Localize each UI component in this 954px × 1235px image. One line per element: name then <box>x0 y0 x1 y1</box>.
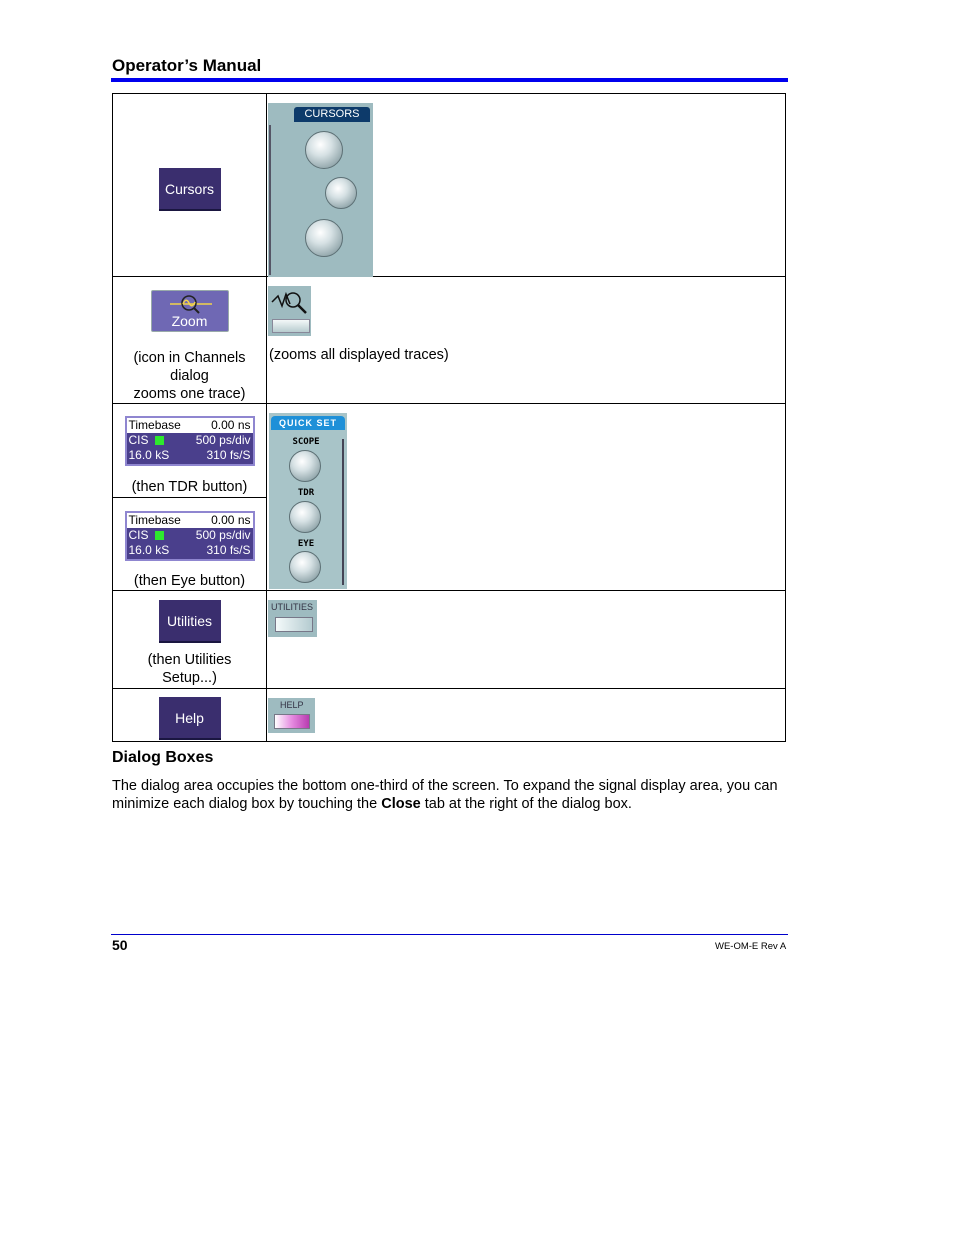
help-right-cell <box>267 689 786 742</box>
cursor-knob-small[interactable] <box>325 177 357 209</box>
controls-table <box>112 93 786 742</box>
scope-label: SCOPE <box>292 437 320 447</box>
cursor-knob-lower[interactable] <box>305 219 343 257</box>
utilities-right-cell <box>267 591 786 689</box>
eye-knob[interactable] <box>289 551 321 583</box>
para-bold-close: Close <box>381 796 421 812</box>
cursor-knob-upper[interactable] <box>305 131 343 169</box>
scope-knob[interactable] <box>289 450 321 482</box>
doc-revision: WE-OM-E Rev A <box>715 941 787 952</box>
eye-caption: (then Eye button) <box>133 573 246 589</box>
timebase-display-eye[interactable] <box>125 511 255 561</box>
cursors-panel <box>268 103 373 277</box>
zoom-button[interactable] <box>151 290 229 332</box>
eye-label: EYE <box>297 539 315 549</box>
table-row <box>113 689 786 742</box>
status-indicator-icon <box>155 531 164 540</box>
quickset-panel-title: QUICK SET <box>271 416 345 430</box>
utilities-button[interactable]: Utilities <box>159 600 221 643</box>
status-indicator-icon <box>155 436 164 445</box>
timebase-display-tdr[interactable] <box>125 416 255 466</box>
caption-line: Setup...) <box>162 670 217 686</box>
timebase-delay: 0.00 ns <box>211 418 251 432</box>
timebase-left-cell <box>113 404 267 591</box>
zoom-left-cell <box>113 277 267 404</box>
table-row <box>113 277 786 404</box>
tdr-label: TDR <box>297 488 315 498</box>
page-header-title: Operator’s Manual <box>112 56 262 75</box>
para-text: tab at the right of the dialog box. <box>420 796 632 812</box>
para-text: The dialog area occupies the bottom one-third of the screen. To expand the signal display area, you can minimize each dialog box by touching the <box>112 778 778 812</box>
quickset-panel <box>269 413 347 589</box>
help-panel-label: HELP <box>280 700 304 710</box>
timebase-mode: CIS <box>128 433 149 447</box>
cursors-button[interactable]: Cursors <box>159 168 221 211</box>
section-heading: Dialog Boxes <box>112 749 214 766</box>
panel-edge <box>269 125 271 275</box>
zoom-right-caption: (zooms all displayed traces) <box>269 347 449 363</box>
utilities-front-panel-button[interactable] <box>268 600 317 637</box>
timebase-samples: 16.0 kS <box>128 448 170 462</box>
timebase-rate: 310 fs/S <box>206 448 251 462</box>
cursors-right-cell <box>267 94 786 277</box>
cursors-panel-title: CURSORS <box>294 107 370 122</box>
cursors-left-cell <box>113 94 267 277</box>
timebase-scale: 500 ps/div <box>195 528 251 542</box>
help-key <box>274 714 310 729</box>
caption-line: (then Utilities <box>147 652 232 668</box>
panel-edge <box>342 439 344 585</box>
zoom-all-key <box>272 319 310 333</box>
table-row <box>113 94 786 277</box>
utilities-caption <box>113 651 266 687</box>
timebase-label: Timebase <box>128 513 181 527</box>
timebase-delay: 0.00 ns <box>211 513 251 527</box>
timebase-rate: 310 fs/S <box>206 543 251 557</box>
tdr-caption: (then TDR button) <box>131 479 248 495</box>
zoom-all-icon <box>268 286 311 320</box>
utilities-panel-label: UTILITIES <box>271 602 314 612</box>
caption-line: dialog <box>170 368 209 384</box>
zoom-button-label: Zoom <box>171 313 208 329</box>
zoom-left-caption <box>113 349 266 403</box>
help-button[interactable]: Help <box>159 697 221 740</box>
zoom-right-cell <box>267 277 786 404</box>
table-row <box>113 404 786 591</box>
table-row <box>113 591 786 689</box>
caption-line: zooms one trace) <box>133 386 246 402</box>
timebase-mode: CIS <box>128 528 149 542</box>
timebase-label: Timebase <box>128 418 181 432</box>
header-rule <box>111 78 788 82</box>
tdr-knob[interactable] <box>289 501 321 533</box>
quickset-right-cell <box>267 404 786 591</box>
section-paragraph <box>112 777 792 813</box>
utilities-key <box>275 617 313 632</box>
utilities-left-cell <box>113 591 267 689</box>
help-front-panel-button[interactable] <box>268 698 315 733</box>
timebase-samples: 16.0 kS <box>128 543 170 557</box>
help-left-cell <box>113 689 267 742</box>
zoom-all-button[interactable] <box>268 286 311 336</box>
zoom-icon <box>170 293 212 315</box>
timebase-scale: 500 ps/div <box>195 433 251 447</box>
page-number: 50 <box>112 937 128 953</box>
footer-rule <box>111 934 788 935</box>
caption-line: (icon in Channels <box>133 350 246 366</box>
